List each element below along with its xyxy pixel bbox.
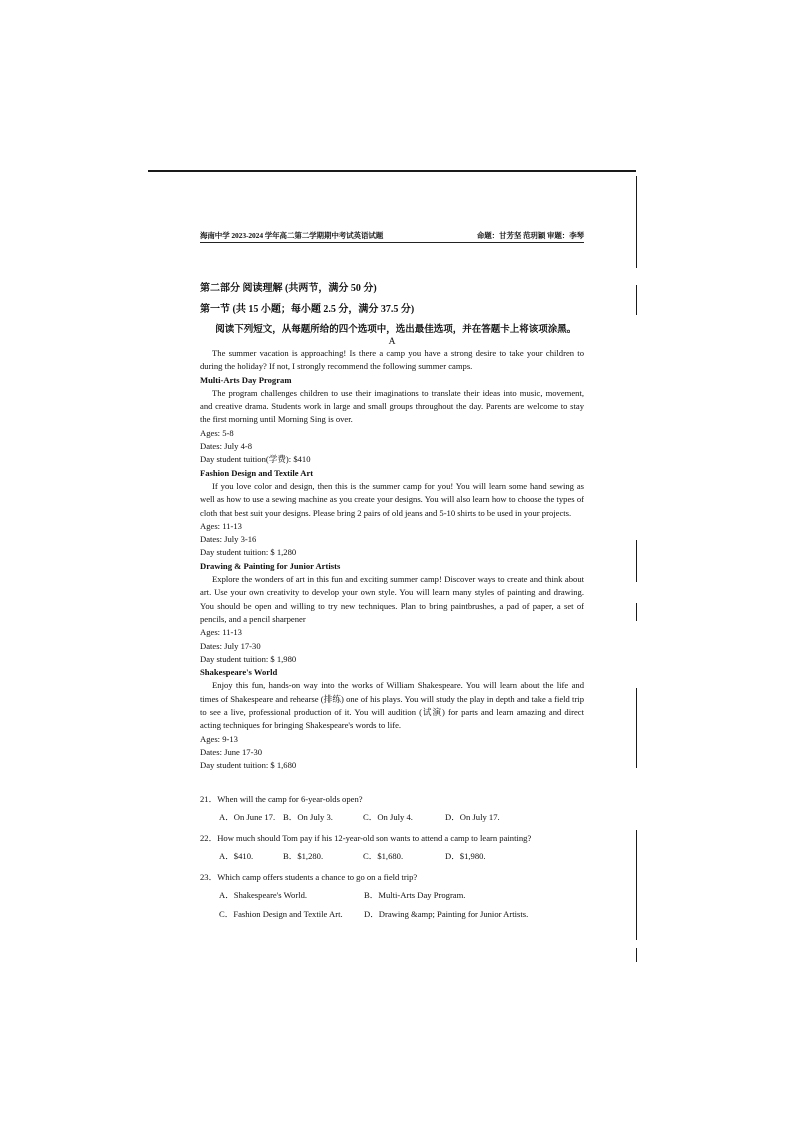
option-d: D．$1,980. <box>445 850 486 861</box>
option-a: A．On June 17. <box>219 811 276 822</box>
option-row <box>219 908 584 921</box>
camp-title: Fashion Design and Textile Art <box>200 467 314 478</box>
camp-description: Explore the wonders of art in this fun and exciting summer camp! Discover ways to create and think about art. Use your own creativity to develop your own style. You will learn many styles of painting and drawing. You should be open and willing to try new techniques. Plan to bring paintbrushes, a pad of paper, a set of pencils, and a pencil sharpener <box>200 574 584 624</box>
camp-description: If you love color and design, then this is the summer camp for you! You will learn some hand sewing as well as how to use a sewing machine as you create your designs. You will also learn how to choose the types of cloth that best suit your designs. Please bring 2 pairs of old jeans and 5-10 shirts to be used in your projects. <box>200 480 584 518</box>
option-row <box>219 811 584 824</box>
camp-dates: Dates: June 17-30 <box>200 746 263 757</box>
option-b: B．Multi-Arts Day Program. <box>364 889 466 900</box>
scan-top-border <box>148 170 636 172</box>
option-row <box>219 850 584 863</box>
option-b: B．$1,280. <box>283 850 324 861</box>
camp-block <box>200 467 584 560</box>
camp-dates: Dates: July 17-30 <box>200 640 261 651</box>
option-a: A．Shakespeare's World. <box>219 889 308 900</box>
camp-block <box>200 560 584 666</box>
passage-label: A <box>388 337 396 347</box>
scan-edge-mark <box>636 285 637 315</box>
passage-intro: The summer vacation is approaching! Is there a camp you have a strong desire to take your children to during the holiday? If not, I strongly recommend the following summer camps. <box>200 348 584 372</box>
option-b: B．On July 3. <box>283 811 333 822</box>
header-exam-title: 海南中学 2023-2024 学年高二第二学期期中考试英语试题 <box>200 231 384 240</box>
camp-tuition: Day student tuition: $ 1,280 <box>200 547 297 558</box>
question-stem: 22．How much should Tom pay if his 12-year-old son wants to attend a camp to learn painting? <box>200 832 532 843</box>
header-authors: 命题：甘芳坚 范玥颖 审题：李琴 <box>476 231 584 240</box>
camp-ages: Ages: 9-13 <box>200 733 238 744</box>
scan-edge-mark <box>636 540 637 582</box>
scan-edge-mark <box>636 948 637 962</box>
question-stem: 21．When will the camp for 6-year-olds open? <box>200 793 363 804</box>
camp-ages: Ages: 11-13 <box>200 520 242 531</box>
option-c: C．Fashion Design and Textile Art. <box>219 908 343 919</box>
option-grid <box>219 889 584 921</box>
scan-edge-mark <box>636 603 637 621</box>
scan-edge-mark <box>636 176 637 268</box>
section-title: 第一节 (共 15 小题；每小题 2.5 分，满分 37.5 分) <box>200 304 415 315</box>
camp-description: Enjoy this fun, hands-on way into the works of William Shakespeare. You will learn about the life and times of Shakespeare and rehearse (排练) one of his plays. You will study the play in depth and take a field trip to see a live, professional production of it. You will audition (试演) for parts and learn amazing and direct acting techniques for bringing Shakespeare's words to life. <box>200 680 584 731</box>
question-stem: 23．Which camp offers students a chance to go on a field trip? <box>200 871 418 882</box>
camp-title: Shakespeare's World <box>200 667 278 678</box>
camp-title: Multi-Arts Day Program <box>200 374 292 385</box>
option-d: D．Drawing &amp; Painting for Junior Artists. <box>364 908 529 919</box>
camp-ages: Ages: 5-8 <box>200 427 234 438</box>
exam-page <box>200 230 584 927</box>
option-d: D．On July 17. <box>445 811 500 822</box>
camp-title: Drawing & Painting for Junior Artists <box>200 560 341 571</box>
option-c: C．On July 4. <box>363 811 413 822</box>
option-c: C．$1,680. <box>363 850 404 861</box>
scan-edge-mark <box>636 688 637 768</box>
option-row <box>219 889 584 902</box>
camp-ages: Ages: 11-13 <box>200 627 242 638</box>
option-a: A．$410. <box>219 850 254 861</box>
camp-tuition: Day student tuition: $ 1,680 <box>200 760 297 771</box>
camp-block <box>200 374 584 467</box>
camp-block <box>200 666 584 772</box>
instruction: 阅读下列短文，从每题所给的四个选项中，选出最佳选项，并在答题卡上将该项涂黑。 <box>215 325 577 335</box>
page-header <box>200 230 584 243</box>
camp-description: The program challenges children to use their imaginations to translate their ideas into music, movement, and creative drama. Students work in large and small groups throughout the day. Parents are welcome to stay the first morning until Morning Sing is over. <box>200 387 584 425</box>
camp-tuition: Day student tuition(学费): $410 <box>200 454 311 465</box>
part-title: 第二部分 阅读理解 (共两节，满分 50 分) <box>200 283 377 294</box>
camp-dates: Dates: July 3-16 <box>200 534 257 545</box>
camp-tuition: Day student tuition: $ 1,980 <box>200 653 297 664</box>
scan-edge-mark <box>636 830 637 940</box>
question-list <box>200 793 584 921</box>
camp-dates: Dates: July 4-8 <box>200 441 253 452</box>
